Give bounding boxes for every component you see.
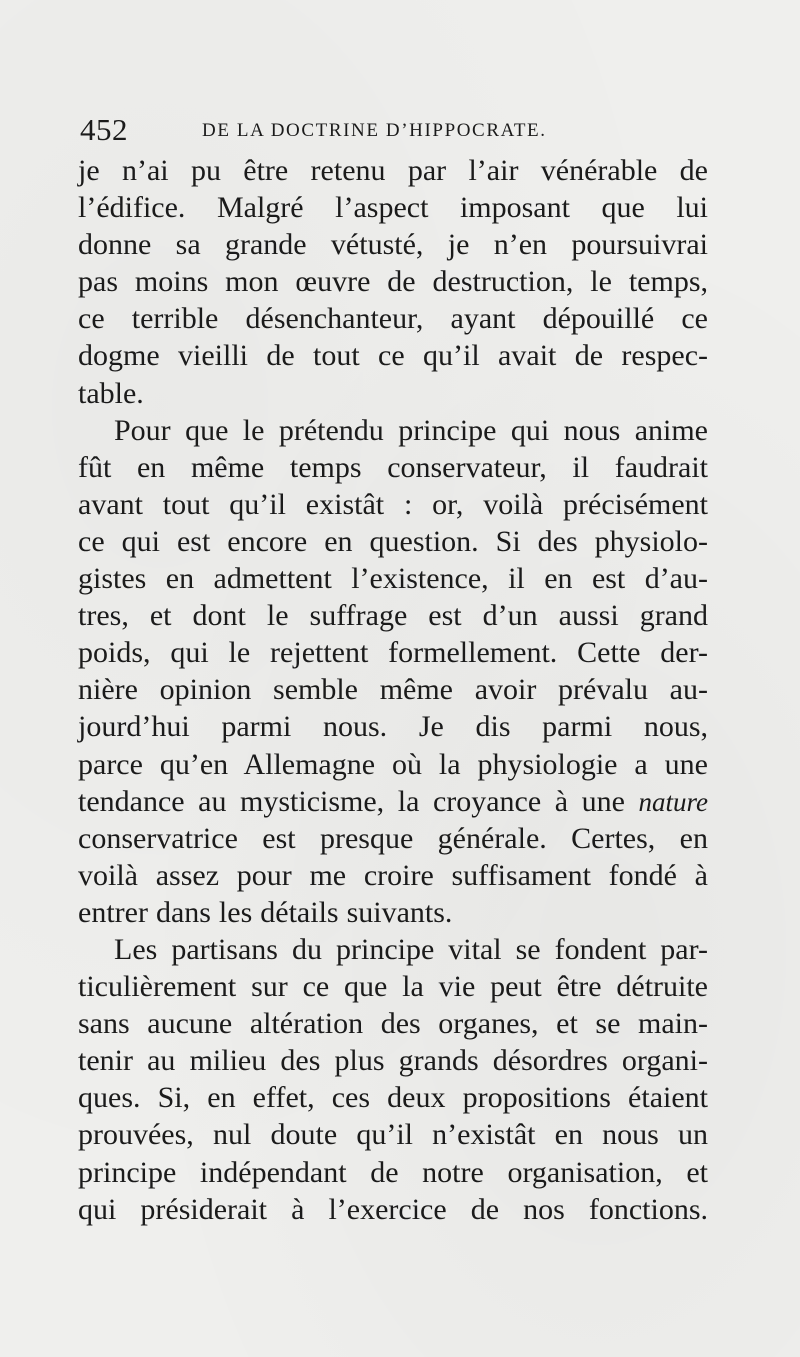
page-header <box>80 112 710 148</box>
body-text <box>78 152 708 1228</box>
page-number: 452 <box>80 112 128 147</box>
paragraph-first-line: Les partisans du principe vital se fondent par- <box>114 932 708 966</box>
text-line: avant tout qu’il existât : or, voilà précisément <box>78 487 708 521</box>
text-line: gistes en admettent l’existence, il en est d’au- <box>78 562 708 596</box>
text-line-with-italic <box>78 783 708 820</box>
text-line: table. <box>78 376 144 410</box>
text-line: dogme vieilli de tout ce qu’il avait de respec- <box>78 339 708 373</box>
text-line: ticulièrement sur ce que la vie peut être détruite <box>78 970 708 1004</box>
text-line: qui présiderait à l’exercice de nos fonctions. <box>78 1192 708 1226</box>
text-line: l’édifice. Malgré l’aspect imposant que lui <box>78 191 708 225</box>
paragraph-first-line: Pour que le prétendu principe qui nous anime <box>114 413 708 447</box>
text-line: pas moins mon œuvre de destruction, le temps, <box>78 265 708 299</box>
text-line: voilà assez pour me croire suffisament fondé à <box>78 858 708 892</box>
text-segment: tendance au mysticisme, la croyance à une <box>78 784 625 818</box>
text-line: nière opinion semble même avoir prévalu au- <box>78 673 708 707</box>
text-line: ce qui est encore en question. Si des physiolo- <box>78 524 708 558</box>
text-line: prouvées, nul doute qu’il n’existât en nous un <box>78 1118 708 1152</box>
running-title: DE LA DOCTRINE D’HIPPOCRATE. <box>202 120 547 141</box>
text-line: principe indépendant de notre organisation, et <box>78 1155 708 1189</box>
text-line: tenir au milieu des plus grands désordres organi- <box>78 1044 708 1078</box>
text-line: je n’ai pu être retenu par l’air vénérable de <box>78 154 708 187</box>
text-line: jourd’hui parmi nous. Je dis parmi nous, <box>78 710 708 744</box>
text-line: ce terrible désenchanteur, ayant dépouillé ce <box>78 302 708 336</box>
text-line: entrer dans les détails suivants. <box>78 895 453 929</box>
text-line: tres, et dont le suffrage est d’un aussi grand <box>78 599 708 633</box>
text-line: fût en même temps conservateur, il faudrait <box>78 450 708 484</box>
text-line: parce qu’en Allemagne où la physiologie a une <box>78 747 708 781</box>
text-line: ques. Si, en effet, ces deux propositions étaient <box>78 1081 708 1115</box>
text-line: poids, qui le rejettent formellement. Cette der- <box>78 636 708 670</box>
text-line: conservatrice est presque générale. Certes, en <box>78 821 708 855</box>
text-line: sans aucune altération des organes, et se main- <box>78 1007 708 1041</box>
text-line: donne sa grande vétusté, je n’en poursuivrai <box>78 228 708 262</box>
italic-word: nature <box>638 786 708 817</box>
